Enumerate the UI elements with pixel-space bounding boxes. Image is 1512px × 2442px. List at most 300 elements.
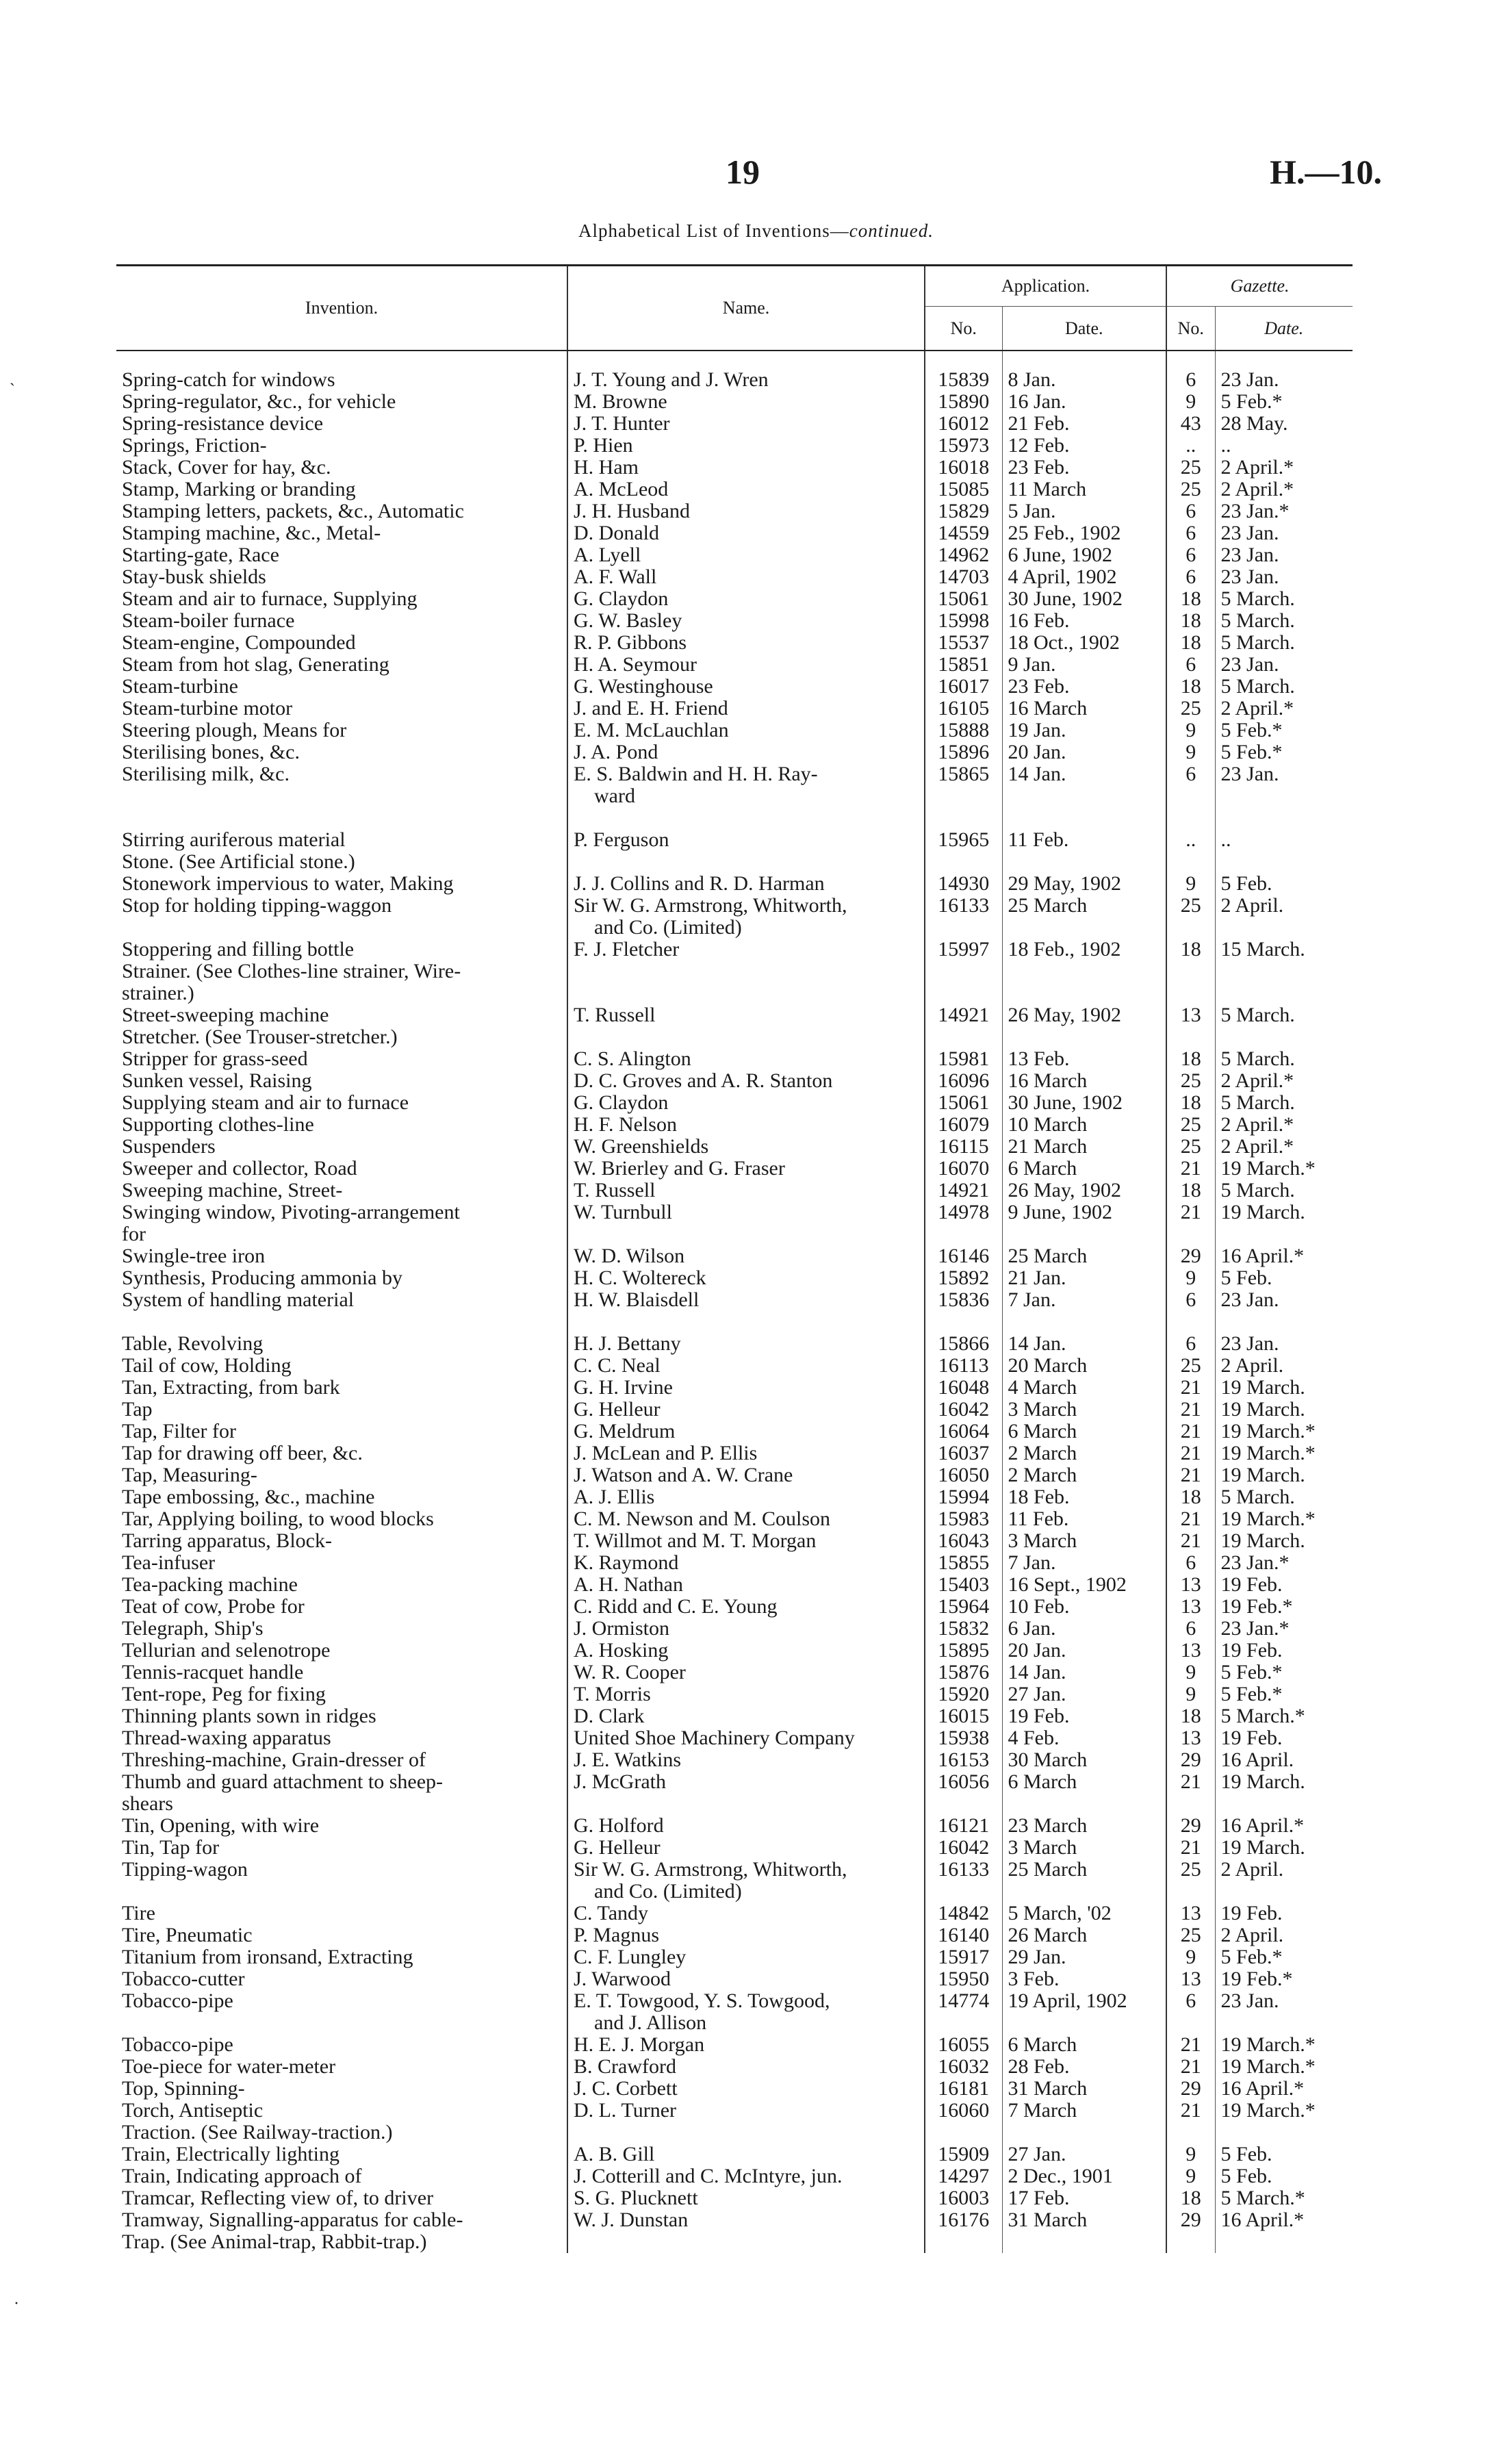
application-date: [1002, 1486, 1166, 1508]
name-cell: [567, 654, 925, 676]
invention-cell: [116, 1158, 567, 1180]
application-date: [1002, 1946, 1166, 1968]
application-no: [925, 1421, 1002, 1442]
name-cell: [567, 1968, 925, 1990]
inventor-name: W. Greenshields: [574, 1136, 709, 1158]
inventor-name: M. Browne: [574, 391, 667, 413]
table-row: [116, 1771, 1353, 1815]
table-row: [116, 1333, 1353, 1355]
application-date: [1002, 588, 1166, 610]
gazette-no-value: 43: [1180, 413, 1201, 435]
name-cell: [567, 1618, 925, 1640]
name-cell: [567, 1180, 925, 1201]
inventor-name-cont: ward: [594, 785, 635, 807]
gazette-date: [1215, 1114, 1353, 1136]
application-date-value: 5 Jan.: [1008, 500, 1056, 522]
application-date: [1002, 1727, 1166, 1749]
inventor-name: H. E. J. Morgan: [574, 2034, 705, 2056]
application-date: [1002, 1508, 1166, 1530]
table-row: [116, 610, 1353, 632]
application-date-value: 6 March: [1008, 2034, 1077, 2056]
inventor-name: H. F. Nelson: [574, 1114, 677, 1136]
gazette-no: [1166, 1574, 1215, 1596]
invention-text: Steering plough, Means for: [122, 720, 347, 741]
gazette-no-value: 25: [1180, 457, 1201, 479]
name-cell: [567, 566, 925, 588]
gazette-no-value: 6: [1186, 544, 1196, 566]
gazette-date: [1215, 1442, 1353, 1464]
application-date: [1002, 895, 1166, 939]
application-date-value: 21 Feb.: [1008, 413, 1070, 435]
application-no: [925, 1399, 1002, 1421]
gazette-no: [1166, 2165, 1215, 2187]
invention-cell: [116, 676, 567, 698]
gazette-date-value: 2 April.*: [1220, 1136, 1294, 1158]
invention-text: Suspenders: [122, 1136, 216, 1158]
gazette-no-value: 21: [1180, 2034, 1201, 2056]
application-date-value: 11 March: [1008, 479, 1087, 500]
gazette-no: [1166, 1201, 1215, 1245]
application-date-value: 18 Oct., 1902: [1008, 632, 1120, 654]
invention-cell: [116, 1026, 567, 1048]
gazette-no: [1166, 391, 1215, 413]
invention-text: Tipping-wagon: [122, 1859, 248, 1881]
application-no-value: 15085: [938, 479, 990, 500]
gazette-date-value: 19 March.: [1220, 1377, 1305, 1399]
gazette-no: [1166, 851, 1215, 873]
invention-text: Steam-turbine motor: [122, 698, 293, 720]
table-row: [116, 1574, 1353, 1596]
application-no: [925, 2209, 1002, 2231]
application-date: [1002, 1705, 1166, 1727]
name-cell: [567, 1530, 925, 1552]
application-no: [925, 698, 1002, 720]
gazette-date: [1215, 1377, 1353, 1399]
application-date-value: 5 March, '02: [1008, 1903, 1112, 1924]
application-no: [925, 1530, 1002, 1552]
gazette-no: [1166, 1727, 1215, 1749]
application-date: [1002, 1267, 1166, 1289]
gazette-date-value: 19 March.*: [1220, 1421, 1316, 1442]
gazette-no-value: 25: [1180, 698, 1201, 720]
application-no-value: 16070: [938, 1158, 990, 1180]
application-date: [1002, 1333, 1166, 1355]
table-row: [116, 676, 1353, 698]
invention-text: Tap, Filter for: [122, 1421, 237, 1442]
invention-text: Toe-piece for water-meter: [122, 2056, 336, 2078]
gazette-no-value: 29: [1180, 1749, 1201, 1771]
gazette-no: [1166, 457, 1215, 479]
invention-cell: [116, 1399, 567, 1421]
application-no: [925, 2034, 1002, 2056]
gazette-date: [1215, 961, 1353, 1004]
gazette-no: [1166, 1683, 1215, 1705]
application-date-value: 6 March: [1008, 1771, 1077, 1793]
inventor-name: G. Claydon: [574, 1092, 669, 1114]
application-date-value: 27 Jan.: [1008, 1683, 1066, 1705]
application-no: [925, 391, 1002, 413]
invention-cell: [116, 1092, 567, 1114]
invention-text: Tire, Pneumatic: [122, 1924, 253, 1946]
application-no: [925, 435, 1002, 457]
gazette-date: [1215, 1574, 1353, 1596]
application-date: [1002, 1092, 1166, 1114]
gazette-no-value: 18: [1180, 2187, 1201, 2209]
gazette-no: [1166, 1662, 1215, 1683]
application-date: [1002, 1859, 1166, 1903]
table-row: [116, 1158, 1353, 1180]
gazette-date-value: ..: [1220, 435, 1231, 457]
gazette-date: [1215, 698, 1353, 720]
inventor-name: P. Magnus: [574, 1924, 660, 1946]
gazette-no-value: 21: [1180, 1837, 1201, 1859]
application-date-value: 26 May, 1902: [1008, 1004, 1122, 1026]
table-row: [116, 1640, 1353, 1662]
invention-cell: [116, 1004, 567, 1026]
table-row: [116, 1004, 1353, 1026]
inventor-name: G. Meldrum: [574, 1421, 676, 1442]
gazette-no: [1166, 741, 1215, 763]
gazette-no: [1166, 1026, 1215, 1048]
gazette-date-value: 19 Feb.: [1220, 1640, 1283, 1662]
gazette-no-value: 29: [1180, 2209, 1201, 2231]
application-no-value: 14978: [938, 1201, 990, 1223]
application-no: [925, 1464, 1002, 1486]
gazette-date-value: 5 Feb.*: [1220, 741, 1283, 763]
gazette-date-value: 5 March.: [1220, 1092, 1295, 1114]
invention-text: Threshing-machine, Grain-dresser of: [122, 1749, 426, 1771]
gazette-date: [1215, 1815, 1353, 1837]
application-date-value: 14 Jan.: [1008, 1662, 1066, 1683]
invention-cell: [116, 588, 567, 610]
gazette-no: [1166, 632, 1215, 654]
gazette-no-value: 21: [1180, 1442, 1201, 1464]
application-date-value: 16 March: [1008, 1070, 1088, 1092]
application-date: [1002, 1552, 1166, 1574]
table-row: [116, 1311, 1353, 1333]
application-date-value: 8 Jan.: [1008, 369, 1056, 391]
gazette-date: [1215, 1355, 1353, 1377]
invention-cell: [116, 829, 567, 851]
gazette-no: [1166, 1705, 1215, 1727]
gazette-date: [1215, 1070, 1353, 1092]
table-row: [116, 1946, 1353, 1968]
gazette-date-value: 19 March.: [1220, 1399, 1305, 1421]
name-cell: [567, 2144, 925, 2165]
gazette-date-value: 15 March.: [1220, 939, 1305, 961]
application-no: [925, 851, 1002, 873]
name-cell: [567, 1421, 925, 1442]
application-no: [925, 1486, 1002, 1508]
gazette-no: [1166, 435, 1215, 457]
name-cell: [567, 1092, 925, 1114]
application-no-value: 16113: [938, 1355, 989, 1377]
application-no-value: 15855: [938, 1552, 990, 1574]
invention-cell: [116, 2209, 567, 2231]
gazette-date-value: 19 March.*: [1220, 1158, 1316, 1180]
gazette-date-value: 5 Feb.*: [1220, 1662, 1283, 1683]
gazette-date-value: 19 March.*: [1220, 1442, 1316, 1464]
gazette-no: [1166, 1333, 1215, 1355]
gazette-no: [1166, 566, 1215, 588]
application-no: [925, 741, 1002, 763]
gazette-date-value: 23 Jan.*: [1220, 1618, 1290, 1640]
application-date-value: 18 Feb., 1902: [1008, 939, 1121, 961]
gazette-date-value: 5 Feb.*: [1220, 1946, 1283, 1968]
application-no-value: 14774: [938, 1990, 990, 2012]
invention-cell: [116, 895, 567, 939]
gazette-no: [1166, 1092, 1215, 1114]
invention-text: Tap for drawing off beer, &c.: [122, 1442, 363, 1464]
invention-cell: [116, 1727, 567, 1749]
application-no: [925, 500, 1002, 522]
table-row: [116, 2034, 1353, 2056]
invention-cell: [116, 851, 567, 873]
invention-cell: [116, 741, 567, 763]
gazette-no-value: 21: [1180, 1158, 1201, 1180]
application-no: [925, 829, 1002, 851]
inventor-name: J. E. Watkins: [574, 1749, 682, 1771]
gazette-date-value: 2 April.: [1220, 1924, 1284, 1946]
table-row: [116, 1486, 1353, 1508]
application-date: [1002, 654, 1166, 676]
name-cell: [567, 1070, 925, 1092]
gazette-no-value: 6: [1186, 1333, 1196, 1355]
invention-text: Springs, Friction-: [122, 435, 267, 457]
table-row: [116, 961, 1353, 1004]
inventor-name: Sir W. G. Armstrong, Whitworth,: [574, 1859, 847, 1881]
application-date-value: 23 Feb.: [1008, 676, 1070, 698]
table-row: [116, 1749, 1353, 1771]
application-no-value: 15938: [938, 1727, 990, 1749]
invention-text: Thumb and guard attachment to sheep-: [122, 1771, 444, 1793]
invention-text: Table, Revolving: [122, 1333, 264, 1355]
table-row: [116, 1552, 1353, 1574]
invention-text: Supporting clothes-line: [122, 1114, 314, 1136]
application-date-value: 25 March: [1008, 1245, 1088, 1267]
gazette-no-value: 6: [1186, 1552, 1196, 1574]
name-cell: [567, 1267, 925, 1289]
invention-text: Stop for holding tipping-waggon: [122, 895, 392, 917]
application-no: [925, 1705, 1002, 1727]
margin-mark: ·: [14, 2295, 19, 2313]
application-no: [925, 1640, 1002, 1662]
gazette-date-value: 5 March.: [1220, 610, 1295, 632]
application-no-value: 16055: [938, 2034, 990, 2056]
application-date-value: 14 Jan.: [1008, 763, 1066, 785]
page-number: 19: [726, 153, 760, 191]
gazette-no: [1166, 500, 1215, 522]
application-date-value: 25 Feb., 1902: [1008, 522, 1121, 544]
invention-text: Tape embossing, &c., machine: [122, 1486, 375, 1508]
inventor-name: Sir W. G. Armstrong, Whitworth,: [574, 895, 847, 917]
name-cell: [567, 1574, 925, 1596]
application-no: [925, 588, 1002, 610]
application-no-value: 16018: [938, 457, 990, 479]
gazette-date: [1215, 1421, 1353, 1442]
table-row: [116, 1026, 1353, 1048]
table-row: [116, 544, 1353, 566]
gazette-date: [1215, 2231, 1353, 2253]
invention-cell: [116, 1683, 567, 1705]
application-date: [1002, 1815, 1166, 1837]
invention-text: Sterilising bones, &c.: [122, 741, 300, 763]
application-no-value: 15403: [938, 1574, 990, 1596]
gazette-no-value: 13: [1180, 1596, 1201, 1618]
application-date-value: 10 March: [1008, 1114, 1088, 1136]
application-no: [925, 720, 1002, 741]
application-no: [925, 522, 1002, 544]
application-date: [1002, 1683, 1166, 1705]
application-date-value: 7 Jan.: [1008, 1289, 1056, 1311]
table-row: [116, 2187, 1353, 2209]
name-cell: [567, 1201, 925, 1245]
application-no-value: 16037: [938, 1442, 990, 1464]
application-date: [1002, 1180, 1166, 1201]
invention-cell: [116, 2056, 567, 2078]
gazette-date-value: 5 March.: [1220, 632, 1295, 654]
application-date: [1002, 698, 1166, 720]
application-no-value: 15829: [938, 500, 990, 522]
gazette-no: [1166, 1136, 1215, 1158]
gazette-no: [1166, 1442, 1215, 1464]
gazette-date-value: 5 March.: [1220, 588, 1295, 610]
gazette-no: [1166, 1903, 1215, 1924]
gazette-date: [1215, 873, 1353, 895]
name-cell: [567, 1749, 925, 1771]
gazette-date-value: 16 April.*: [1220, 1245, 1305, 1267]
gazette-date: [1215, 1508, 1353, 1530]
table-row: [116, 632, 1353, 654]
application-date: [1002, 1158, 1166, 1180]
application-date-value: 2 March: [1008, 1442, 1077, 1464]
table-row: [116, 895, 1353, 939]
invention-cell: [116, 1464, 567, 1486]
application-date-value: 6 June, 1902: [1008, 544, 1112, 566]
table-row: [116, 413, 1353, 435]
name-cell: [567, 2187, 925, 2209]
gazette-date-value: 19 March.: [1220, 1530, 1305, 1552]
name-cell: [567, 1705, 925, 1727]
application-date: [1002, 1924, 1166, 1946]
table-row: [116, 1092, 1353, 1114]
gazette-no: [1166, 1530, 1215, 1552]
gazette-date-value: 2 April.: [1220, 895, 1284, 917]
invention-cell: [116, 698, 567, 720]
application-date-value: 13 Feb.: [1008, 1048, 1070, 1070]
gazette-date: [1215, 895, 1353, 939]
name-cell: [567, 720, 925, 741]
inventor-name: H. A. Seymour: [574, 654, 697, 676]
invention-cell: [116, 1903, 567, 1924]
invention-cell: [116, 939, 567, 961]
table-row: [116, 522, 1353, 544]
gazette-no-value: ..: [1186, 435, 1196, 457]
gazette-date: [1215, 610, 1353, 632]
gazette-date: [1215, 851, 1353, 873]
gazette-no-value: 21: [1180, 2056, 1201, 2078]
gazette-no: [1166, 1180, 1215, 1201]
invention-cell: [116, 873, 567, 895]
margin-mark: ˎ: [10, 368, 15, 386]
application-date: [1002, 1662, 1166, 1683]
invention-cell: [116, 522, 567, 544]
gazette-no-value: 18: [1180, 1705, 1201, 1727]
application-date-value: 31 March: [1008, 2209, 1088, 2231]
invention-cell: [116, 1508, 567, 1530]
gazette-date-value: 5 Feb.: [1220, 2144, 1272, 2165]
invention-cell: [116, 2231, 567, 2253]
gazette-date-value: 5 March.: [1220, 1486, 1295, 1508]
gazette-date: [1215, 1946, 1353, 1968]
name-cell: [567, 2034, 925, 2056]
invention-cell: [116, 610, 567, 632]
inventor-name: D. Donald: [574, 522, 659, 544]
invention-text: Swinging window, Pivoting-arrangement: [122, 1201, 460, 1223]
name-cell: [567, 2231, 925, 2253]
gazette-no: [1166, 479, 1215, 500]
gazette-date: [1215, 566, 1353, 588]
inventor-name: A. F. Wall: [574, 566, 657, 588]
invention-text: Stoppering and filling bottle: [122, 939, 355, 961]
gazette-no-value: 25: [1180, 1924, 1201, 1946]
application-no: [925, 479, 1002, 500]
application-date: [1002, 873, 1166, 895]
gazette-no-value: 9: [1186, 720, 1196, 741]
inventor-name: P. Hien: [574, 435, 633, 457]
application-date: [1002, 2187, 1166, 2209]
invention-cell: [116, 1442, 567, 1464]
invention-cell: [116, 632, 567, 654]
invention-text: Supplying steam and air to furnace: [122, 1092, 409, 1114]
application-no-value: 15537: [938, 632, 990, 654]
gazette-no: [1166, 1946, 1215, 1968]
application-date: [1002, 851, 1166, 873]
gazette-date: [1215, 1990, 1353, 2034]
application-no-value: 16146: [938, 1245, 990, 1267]
invention-cell: [116, 544, 567, 566]
name-cell: [567, 763, 925, 807]
application-no: [925, 1092, 1002, 1114]
application-no-value: 15997: [938, 939, 990, 961]
application-date-value: 25 March: [1008, 1859, 1088, 1881]
invention-text: Tan, Extracting, from bark: [122, 1377, 340, 1399]
gazette-no: [1166, 413, 1215, 435]
invention-cell: [116, 1267, 567, 1289]
inventor-name: P. Ferguson: [574, 829, 669, 851]
gazette-date-value: 16 April.*: [1220, 2078, 1305, 2100]
invention-cell: [116, 1070, 567, 1092]
gazette-date: [1215, 2056, 1353, 2078]
application-no-value: 16003: [938, 2187, 990, 2209]
application-date: [1002, 413, 1166, 435]
invention-text: Stretcher. (See Trouser-stretcher.): [122, 1026, 398, 1048]
table-row: [116, 2231, 1353, 2253]
inventor-name: H. Ham: [574, 457, 639, 479]
gazette-no-value: 25: [1180, 1136, 1201, 1158]
gazette-date: [1215, 2100, 1353, 2122]
gazette-no-value: 13: [1180, 1968, 1201, 1990]
gazette-date-value: 5 March.*: [1220, 1705, 1305, 1727]
application-no: [925, 632, 1002, 654]
inventor-name-cont: and Co. (Limited): [594, 1880, 742, 1903]
page-subtitle: [0, 220, 1512, 242]
header-application-date: Date.: [1002, 307, 1166, 351]
gazette-no-value: 13: [1180, 1727, 1201, 1749]
inventor-name: K. Raymond: [574, 1552, 679, 1574]
table-row: [116, 1683, 1353, 1705]
invention-text: Tramway, Signalling-apparatus for cable-: [122, 2209, 463, 2231]
